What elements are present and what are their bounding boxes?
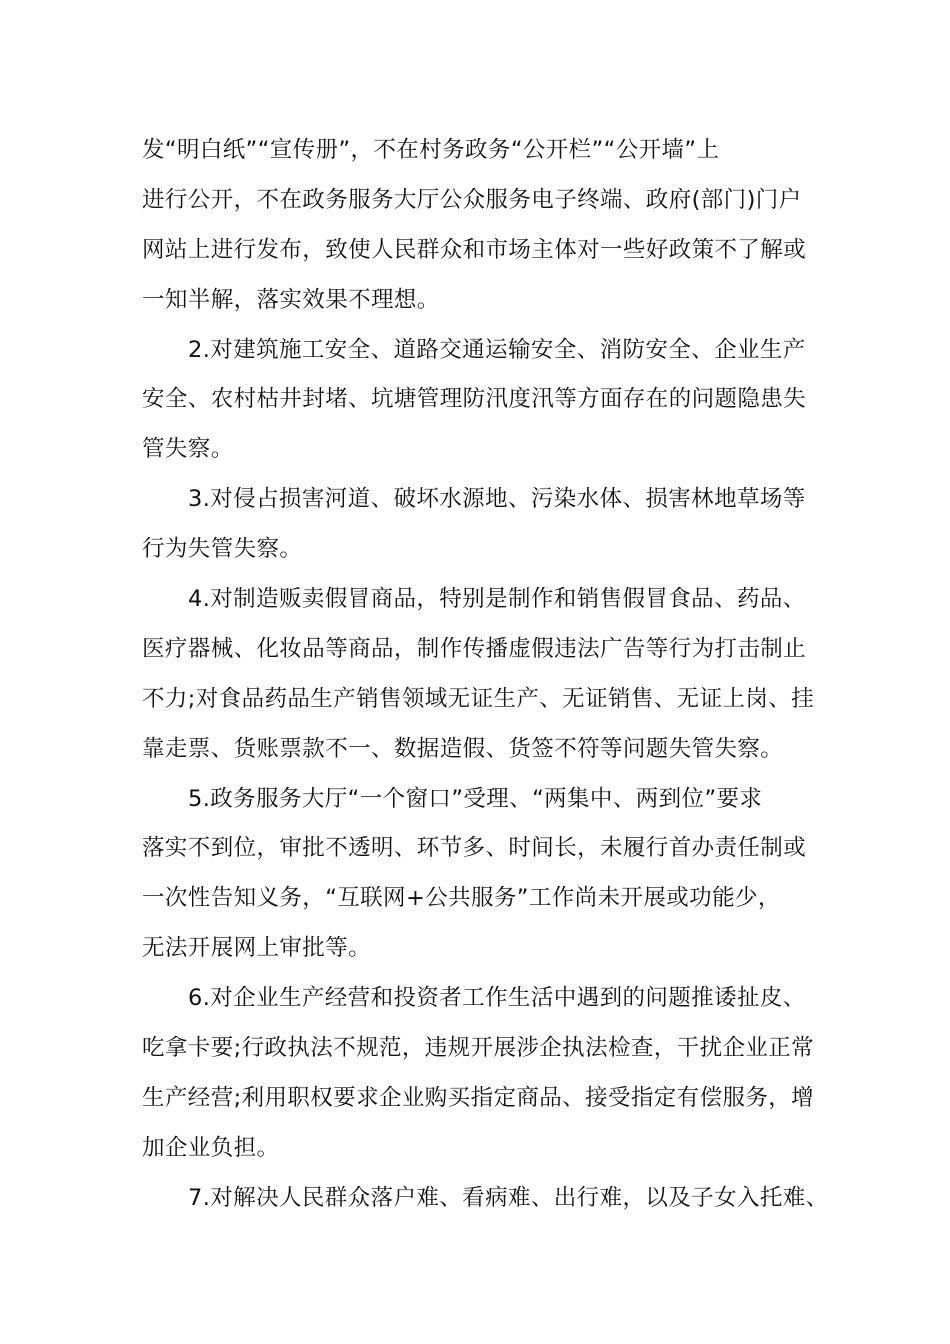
text-line: 靠走票、货账票款不一、数据造假、货签不符等问题失管失察。 (142, 735, 784, 762)
document-body (142, 126, 829, 1224)
text-line: 吃拿卡要;行政执法不规范，违规开展涉企执法检查，干扰企业正常 (142, 1035, 815, 1062)
text-line: 无法开展网上审批等。 (142, 935, 372, 962)
item-2-first-line: 2.对建筑施工安全、道路交通运输安全、消防安全、企业生产 (188, 336, 806, 363)
text-line: 发“明白纸”“宣传册”，不在村务政务“公开栏”“公开墙”上 (142, 137, 720, 163)
item-3-first-line: 3.对侵占损害河道、破坏水源地、污染水体、损害林地草场等 (188, 486, 806, 513)
text-line: 一次性告知义务，“互联网+公共服务”工作尚未开展或功能少， (142, 885, 781, 912)
text-line: 不力;对食品药品生产销售领域无证生产、无证销售、无证上岗、挂 (142, 685, 815, 712)
text-line: 落实不到位，审批不透明、环节多、时间长，未履行首办责任制或 (142, 835, 807, 862)
text-line: 生产经营;利用职权要求企业购买指定商品、接受指定有偿服务，增 (142, 1084, 815, 1111)
item-4-first-line: 4.对制造贩卖假冒商品，特别是制作和销售假冒食品、药品、 (188, 586, 806, 613)
text-line: 加企业负担。 (142, 1134, 280, 1161)
item-6-first-line: 6.对企业生产经营和投资者工作生活中遇到的问题推诿扯皮、 (188, 985, 806, 1012)
text-line: 安全、农村枯井封堵、坑塘管理防汛度汛等方面存在的问题隐患失 (142, 386, 807, 413)
text-line: 一知半解，落实效果不理想。 (142, 286, 440, 313)
item-7-first-line: 7.对解决人民群众落户难、看病难、出行难，以及子女入托难、 (188, 1184, 829, 1211)
text-line: 管失察。 (142, 436, 234, 463)
text-line: 网站上进行发布，致使人民群众和市场主体对一些好政策不了解或 (142, 236, 807, 263)
item-5-first-line: 5.政务服务大厅“一个窗口”受理、“两集中、两到位”要求 (188, 785, 763, 812)
text-line: 医疗器械、化妆品等商品，制作传播虚假违法广告等行为打击制止 (142, 635, 807, 662)
text-line: 行为失管失察。 (142, 536, 303, 563)
text-line: 进行公开，不在政务服务大厅公众服务电子终端、政府(部门)门户 (142, 186, 802, 213)
